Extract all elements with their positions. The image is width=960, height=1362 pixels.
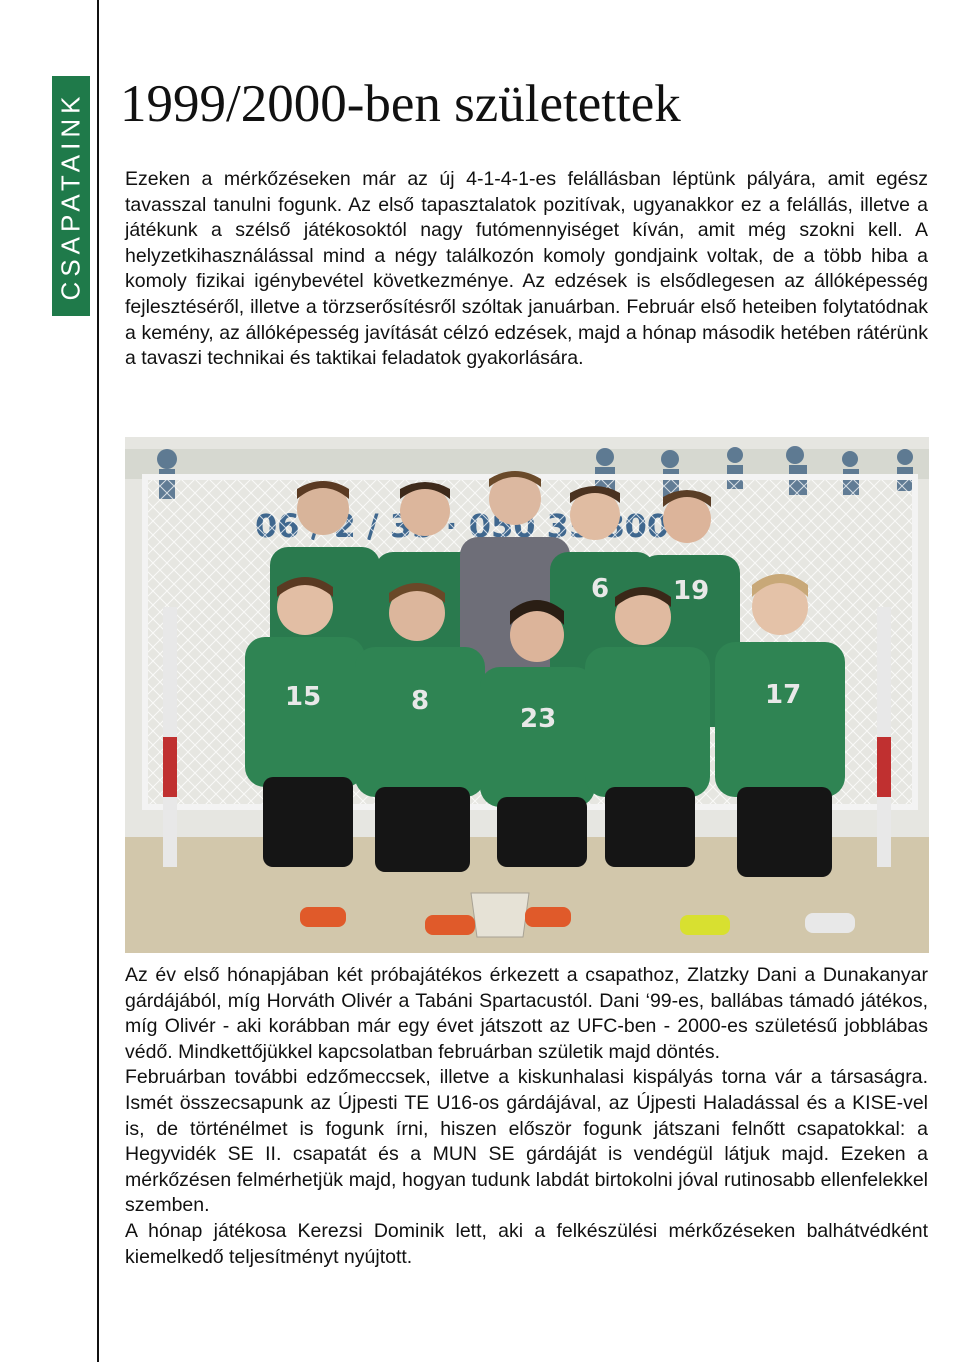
- jersey-number-back-4: 6: [591, 574, 610, 604]
- body-paragraph-2: Februárban további edzőmeccsek, illetve a kiskunhalasi kispályás torna vár a társaságra. Ismét összecsapunk az Újpesti TE U16-os gárdájával, az Újpesti Haladással és a KISE-vel is, de történélmet is fogunk írni, hiszen először fogunk játszani felnőtt csapatokkal: a Hegyvidék SE II. csapatát és a MUN SE gárdáját is vendégül látjuk majd. Ezeken a mérkőzésen felmérhetjük majd, hogyan tudunk labdát birtokolni jóval rutinosabb ellenfelekkel szemben.: [125, 1066, 928, 1217]
- jersey-number-front-3: 23: [520, 704, 557, 734]
- jersey-number-front-5: 17: [765, 680, 802, 710]
- trophy-plaque: [471, 893, 529, 937]
- section-label: CSAPATAINK: [55, 91, 86, 301]
- goal-post-right-stripe: [877, 737, 891, 797]
- jersey-number-back-5: 19: [673, 576, 710, 606]
- body-paragraph-1: Az év első hónapjában két próbajátékos érkezett a csapathoz, Zlatzky Dani a Dunakanyar gárdájából, míg Horváth Olivér a Tabáni Spartacustól. Dani ‘99-es, ballábas támadó játékos, míg Olivér - aki korábban már egy évet játszott az UFC-ben - 2000-es születésű jobblábas védő. Mindkettőjükkel kapcsolatban februárban születik majd döntés.: [125, 964, 928, 1063]
- goal-post-left-stripe: [163, 737, 177, 797]
- intro-text: [125, 167, 928, 372]
- jersey-number-front-1: 15: [285, 682, 322, 712]
- margin-rule: [97, 0, 99, 1362]
- intro-paragraph: Ezeken a mérkőzéseken már az új 4-1-4-1-es felállásban léptünk pályára, amit egész tavasszal tanulni fogunk. Az első tapasztalatok pozitívak, ugyanakkor ez a felállás, illetve a játékunk a szélső játékosoktól nagy futómennyiséget kíván, amit még szokni kell. A helyzetkihasználással mind a négy találkozón komoly gondjaink voltak, de a több hiba a komoly fizikai igénybevétel következménye. Az edzések is elsődlegesen az állóképesség fejlesztéséről, illetve a törzserősítésről szóltak januárban. Február első heteiben folytatódnak a kemény, az állóképesség javítását célzó edzések, majd a hónap második hetében rátérünk a tavaszi technikai és taktikai feladatok gyakorlására.: [125, 168, 928, 370]
- team-photo: [125, 437, 929, 953]
- jersey-number-front-2: 8: [411, 686, 430, 716]
- page-title: 1999/2000-ben születettek: [120, 75, 681, 133]
- body-text: [125, 963, 928, 1270]
- body-paragraph-3: A hónap játékosa Kerezsi Dominik lett, aki a felkészülési mérkőzéseken balhátvédként kiemelkedő teljesítményt nyújtott.: [125, 1219, 928, 1268]
- section-tab: [52, 76, 90, 316]
